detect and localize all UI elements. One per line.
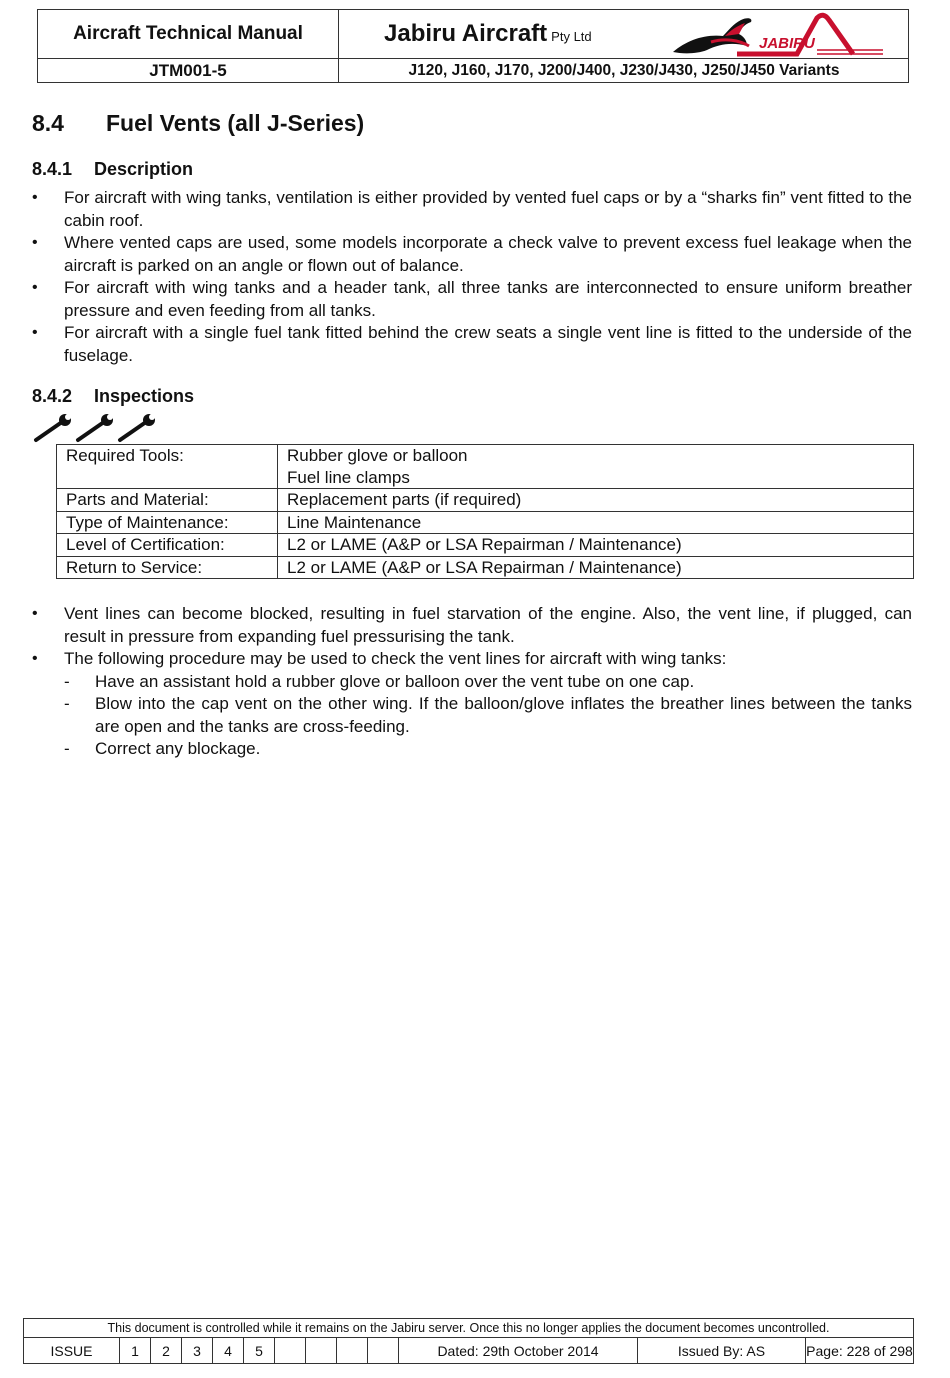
procedure-steps	[64, 671, 912, 761]
row-label: Level of Certification:	[57, 534, 278, 557]
table-row	[57, 445, 914, 489]
issue-number	[275, 1338, 306, 1364]
issued-by: Issued By: AS	[638, 1338, 806, 1364]
issue-number: 5	[244, 1338, 275, 1364]
issue-date: Dated: 29th October 2014	[399, 1338, 638, 1364]
row-label: Required Tools:	[57, 445, 278, 489]
table-row	[57, 489, 914, 512]
subsection-number: 8.4.1	[32, 159, 73, 179]
company-name-text: Jabiru Aircraft	[384, 20, 548, 47]
subsection-title: Description	[94, 159, 194, 179]
issue-number: 4	[213, 1338, 244, 1364]
procedure-step: - Correct any blockage.	[64, 738, 912, 761]
list-item: • For aircraft with wing tanks, ventilation is either provided by vented fuel caps or by a “sharks fin” vent fitted to the cabin roof.	[32, 187, 912, 232]
procedure-step: - Have an assistant hold a rubber glove or balloon over the vent tube on one cap.	[64, 671, 912, 694]
section-number: 8.4	[32, 110, 64, 136]
page-number: Page: 228 of 298	[806, 1338, 914, 1364]
wrench-icon	[120, 414, 155, 440]
logo-wordmark: JABIRU	[759, 35, 815, 52]
issue-footer-table	[23, 1337, 914, 1364]
wrench-icon	[78, 414, 113, 440]
company-name	[384, 20, 592, 48]
inspection-procedure-list	[32, 603, 912, 761]
wrench-icons	[32, 412, 162, 446]
subsection-title: Inspections	[94, 386, 195, 406]
row-value	[278, 445, 914, 489]
row-label: Parts and Material:	[57, 489, 278, 512]
issue-number: 2	[151, 1338, 182, 1364]
description-heading	[32, 159, 193, 180]
subsection-number: 8.4.2	[32, 386, 73, 406]
issue-number	[337, 1338, 368, 1364]
row-value: L2 or LAME (A&P or LSA Repairman / Maintenance)	[278, 534, 914, 557]
row-label: Return to Service:	[57, 556, 278, 579]
issue-number	[306, 1338, 337, 1364]
manual-title: Aircraft Technical Manual	[73, 23, 303, 44]
row-value-line: Rubber glove or balloon	[287, 446, 468, 465]
jabiru-logo-icon	[667, 12, 887, 57]
issue-number: 1	[120, 1338, 151, 1364]
section-heading	[32, 110, 364, 137]
issue-number	[368, 1338, 399, 1364]
description-list	[32, 187, 912, 367]
table-row	[24, 1338, 914, 1364]
issue-number: 3	[182, 1338, 213, 1364]
table-row	[57, 511, 914, 534]
list-item: • For aircraft with wing tanks and a header tank, all three tanks are interconnected to ensure uniform breather pressure and even feeding from all tanks.	[32, 277, 912, 322]
row-value: Replacement parts (if required)	[278, 489, 914, 512]
page-header	[37, 9, 909, 83]
row-value: L2 or LAME (A&P or LSA Repairman / Maintenance)	[278, 556, 914, 579]
section-title: Fuel Vents (all J-Series)	[106, 110, 365, 136]
company-suffix: Pty Ltd	[551, 29, 592, 44]
row-label: Type of Maintenance:	[57, 511, 278, 534]
list-item-text: The following procedure may be used to check the vent lines for aircraft with wing tanks:	[64, 649, 727, 668]
row-value-line: Fuel line clamps	[287, 467, 410, 487]
document-id: JTM001-5	[149, 61, 227, 80]
aircraft-variants: J120, J160, J170, J200/J400, J230/J430, J250/J450 Variants	[408, 62, 840, 79]
list-item: • Vent lines can become blocked, resulting in fuel starvation of the engine. Also, the vent line, if plugged, can result in pressure from expanding fuel pressurising the tank.	[32, 603, 912, 648]
wrench-icon	[36, 414, 71, 440]
procedure-step: - Blow into the cap vent on the other wing. If the balloon/glove inflates the breather lines between the tanks are open and the tanks are cross-feeding.	[64, 693, 912, 738]
list-item: • Where vented caps are used, some models incorporate a check valve to prevent excess fuel leakage when the aircraft is parked on an angle or flown out of balance.	[32, 232, 912, 277]
inspections-heading	[32, 386, 194, 407]
table-row	[57, 556, 914, 579]
table-row	[57, 534, 914, 557]
row-value: Line Maintenance	[278, 511, 914, 534]
list-item: • For aircraft with a single fuel tank fitted behind the crew seats a single vent line is fitted to the underside of the fuselage.	[32, 322, 912, 367]
list-item	[32, 648, 912, 761]
document-control-note: This document is controlled while it remains on the Jabiru server. Once this no longer applies the document becomes uncontrolled.	[23, 1318, 914, 1338]
issue-label: ISSUE	[24, 1338, 120, 1364]
inspection-requirements-table	[56, 444, 914, 579]
